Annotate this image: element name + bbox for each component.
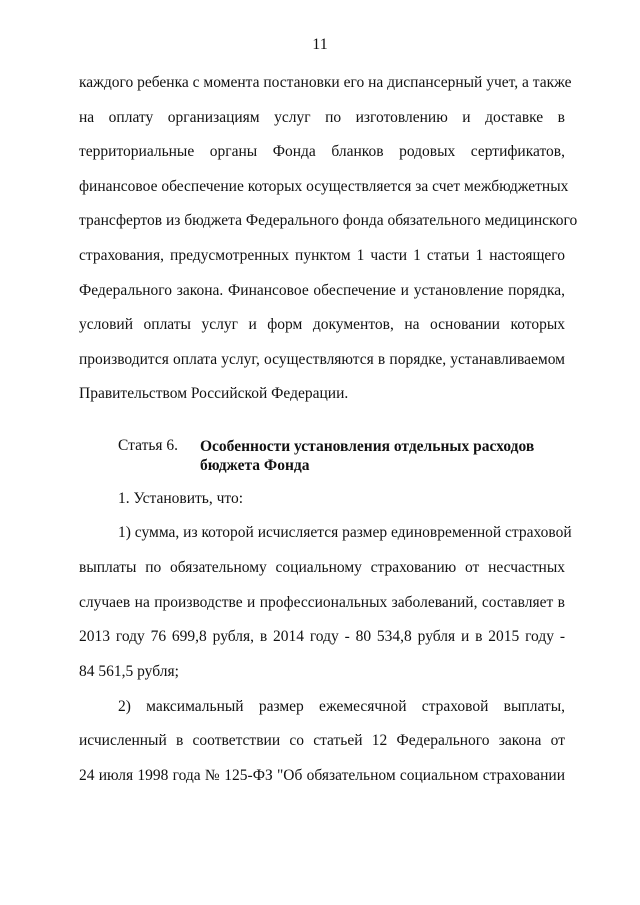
- text-line: 2) максимальный размер ежемесячной страховой выплаты,: [118, 698, 565, 715]
- text-line: Правительством Российской Федерации.: [79, 385, 349, 402]
- text-line: 24 июля 1998 года № 125-ФЗ "Об обязательном социальном страховании: [79, 767, 565, 784]
- article-number: Статья 6.: [118, 437, 179, 454]
- article-title-line: бюджета Фонда: [200, 457, 310, 474]
- text-line: исчисленный в соответствии со статьей 12 Федерального закона от: [79, 732, 565, 749]
- text-line: каждого ребенка с момента постановки его на диспансерный учет, а также: [79, 74, 572, 91]
- text-line: случаев на производстве и профессиональных заболеваний, составляет в: [79, 594, 565, 611]
- text-line: условий оплаты услуг и форм документов, на основании которых: [79, 316, 565, 333]
- article-title: [200, 437, 565, 475]
- clause-1: 1. Установить, что:: [118, 490, 244, 507]
- text-line: 84 561,5 рубля;: [79, 663, 179, 680]
- text-line: Федерального закона. Финансовое обеспечение и установление порядка,: [79, 282, 565, 299]
- text-line: выплаты по обязательному социальному страхованию от несчастных: [79, 559, 565, 576]
- text-line: на оплату организациям услуг по изготовлению и доставке в: [79, 109, 565, 126]
- text-line: финансовое обеспечение которых осуществляется за счет межбюджетных: [79, 178, 569, 195]
- page-number: 11: [312, 36, 328, 53]
- text-line: 2013 году 76 699,8 рубля, в 2014 году - 80 534,8 рубля и в 2015 году -: [79, 628, 565, 645]
- text-line: производится оплата услуг, осуществляются в порядке, устанавливаемом: [79, 351, 565, 368]
- article-title-line: Особенности установления отдельных расходов: [200, 438, 535, 455]
- text-line: трансфертов из бюджета Федерального фонда обязательного медицинского: [79, 212, 578, 229]
- text-line: территориальные органы Фонда бланков родовых сертификатов,: [79, 143, 565, 160]
- text-line: страхования, предусмотренных пунктом 1 части 1 статьи 1 настоящего: [79, 247, 565, 264]
- text-line: 1) сумма, из которой исчисляется размер единовременной страховой: [118, 524, 572, 541]
